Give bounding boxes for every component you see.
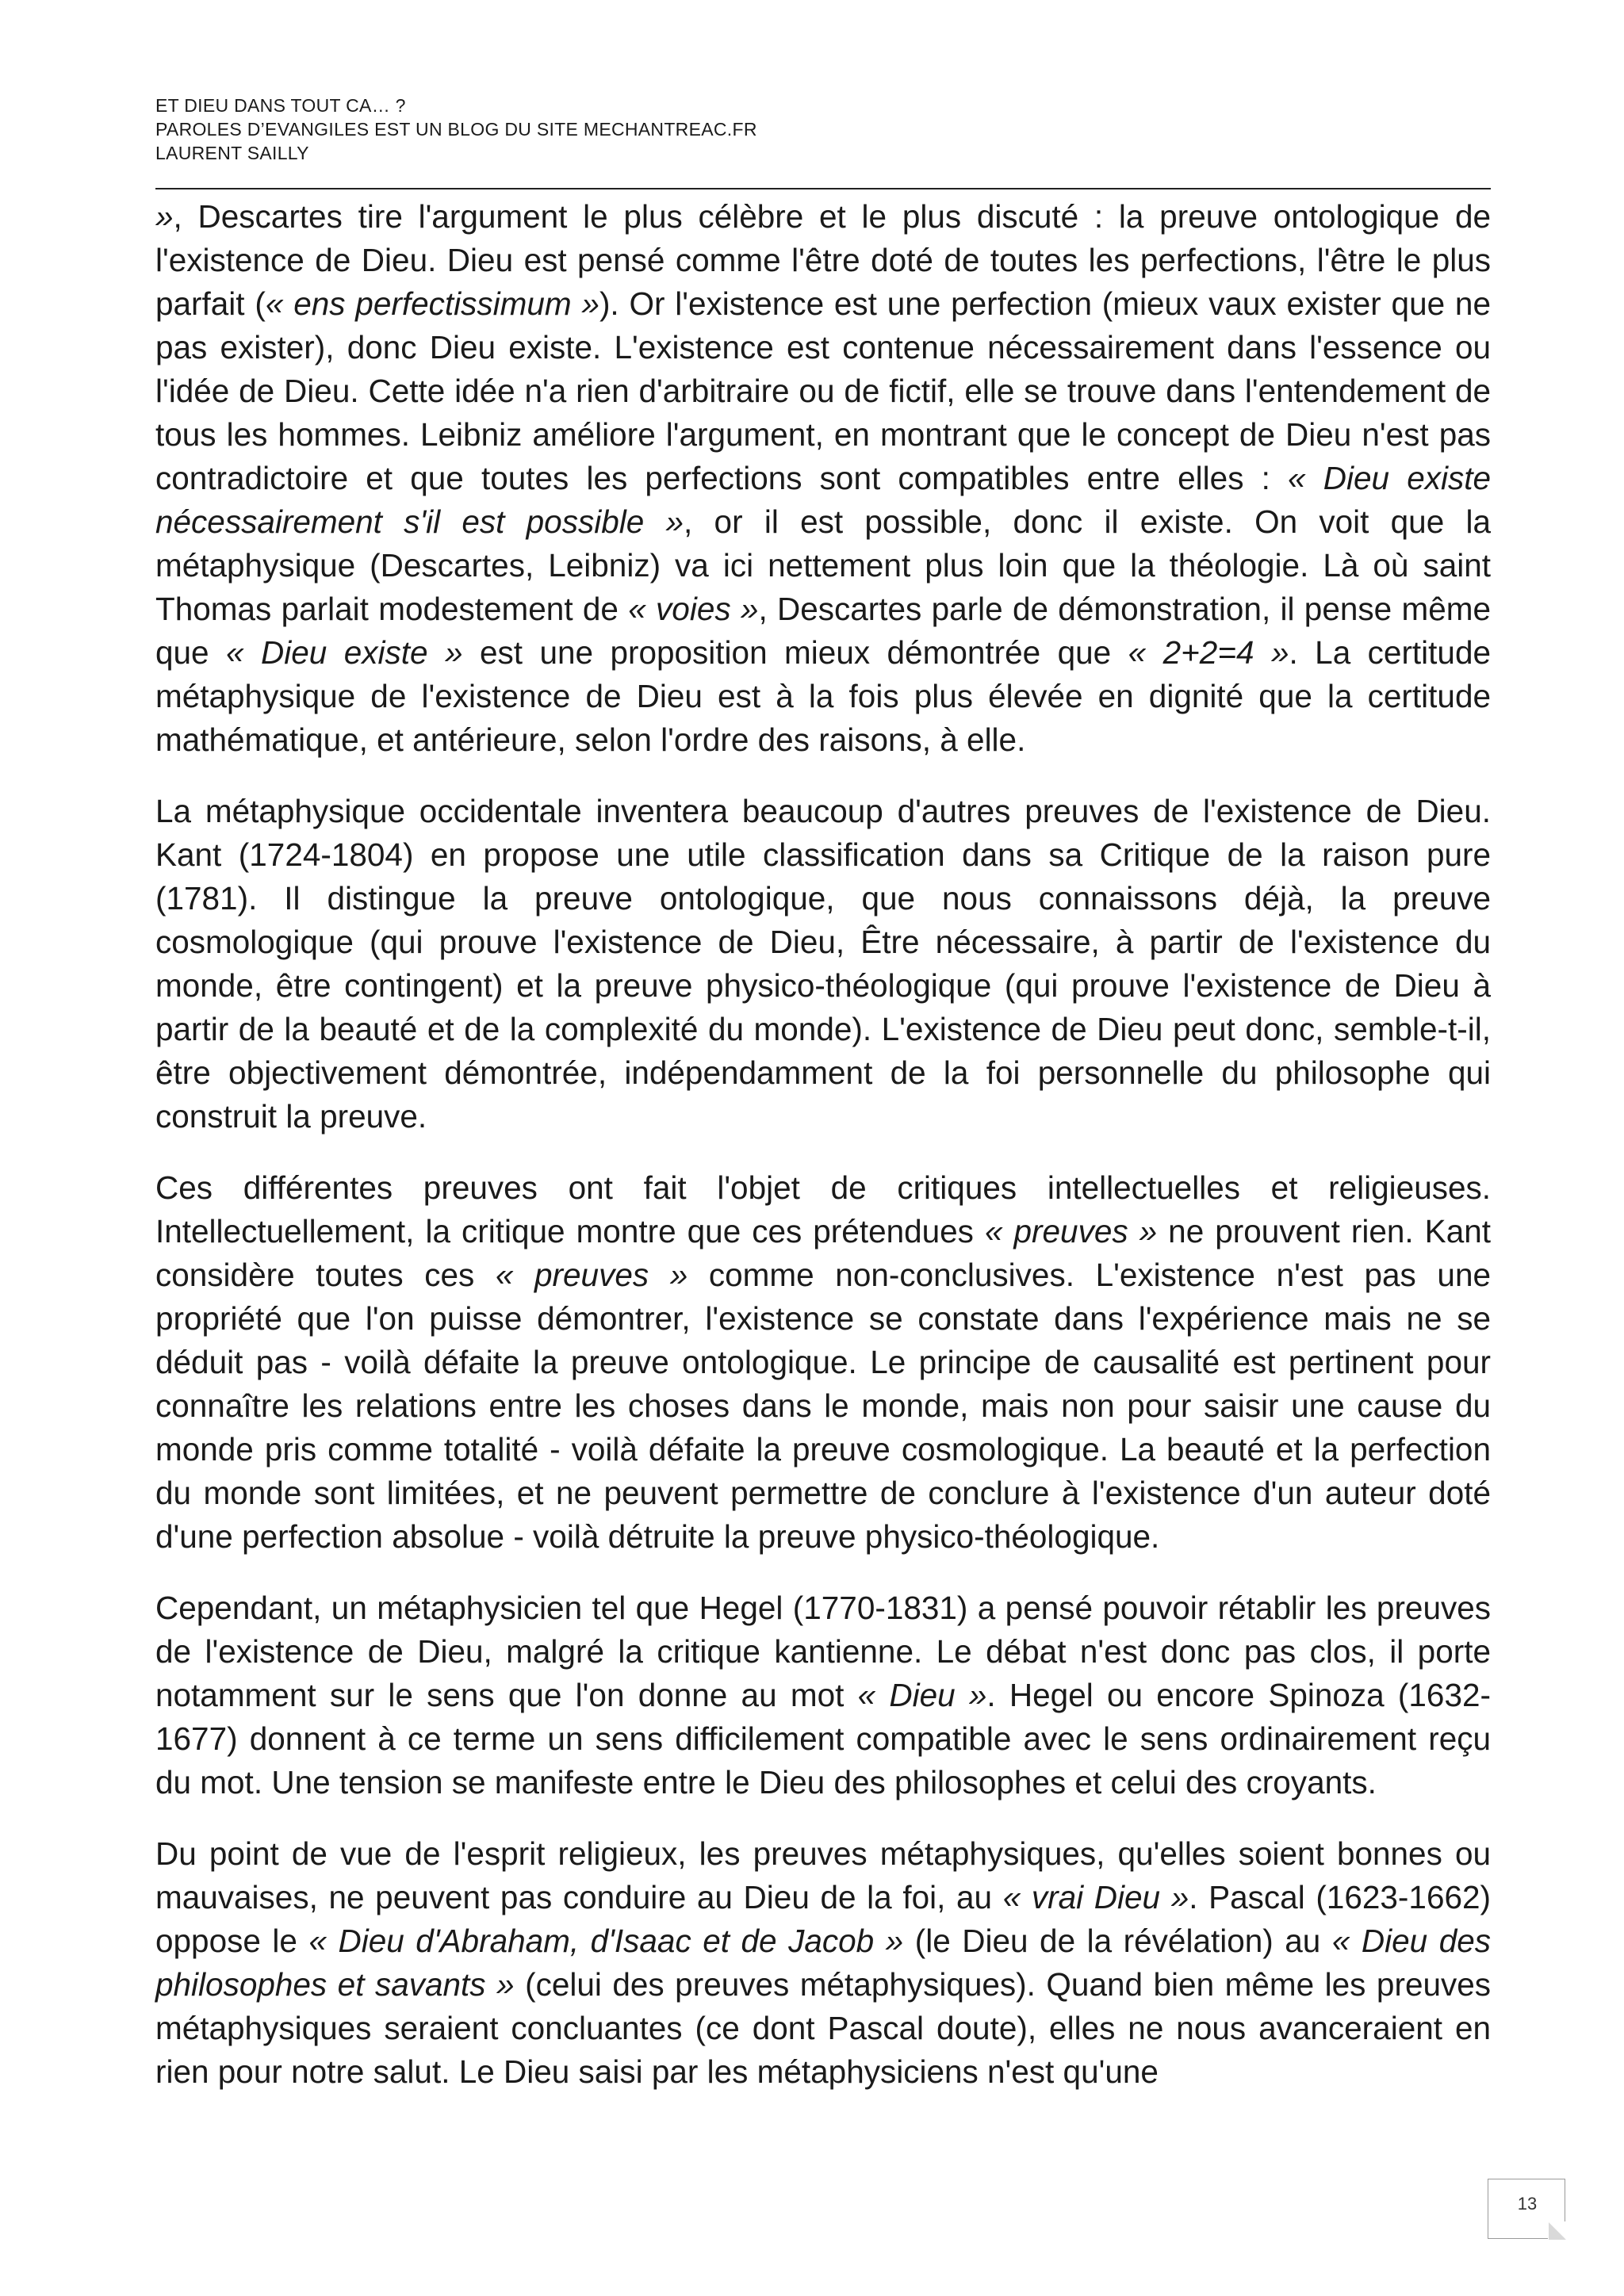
text-run: Ces différentes preuves ont fait l'objet de critiques intellectuelles et religieuses. Intellectuellement, la critique montre que ces prétendues xyxy=(155,1169,1491,1249)
text-run: (le Dieu de la révélation) au xyxy=(903,1923,1332,1959)
italic-quote: « vrai Dieu » xyxy=(1002,1879,1189,1915)
italic-quote: « ens perfectissimum » xyxy=(265,285,599,322)
italic-quote: » xyxy=(155,198,174,235)
paragraph xyxy=(155,1166,1491,1559)
italic-quote: « Dieu » xyxy=(857,1677,987,1713)
italic-quote: « Dieu existe » xyxy=(226,634,463,671)
header-title: ET DIEU DANS TOUT CA… ? xyxy=(155,95,406,116)
paragraph xyxy=(155,1832,1491,2094)
page-number-box xyxy=(1488,2179,1565,2239)
page-number: 13 xyxy=(1517,2194,1538,2214)
running-header xyxy=(155,94,1488,165)
header-rule xyxy=(155,188,1491,189)
italic-quote: « 2+2=4 » xyxy=(1128,634,1289,671)
paragraph xyxy=(155,195,1491,762)
text-run: , or il est possible, donc il existe. On voit que la métaphysique (Descartes, Leibniz) va ici nettement plus loin que la théologie. Là où saint Thomas parlait modestement de xyxy=(155,503,1491,627)
text-run: Cependant, un métaphysicien tel que Hegel (1770-1831) a pensé pouvoir rétablir les preuves de l'existence de Dieu, malgré la critique kantienne. Le débat n'est donc pas clos, il porte notamment sur le sens que l'on donne au mot xyxy=(155,1590,1491,1713)
text-run: , Descartes tire l'argument le plus célèbre et le plus discuté : la preuve ontologique de l'existence de Dieu. Dieu est pensé comme l'être doté de toutes les perfections, l'être le plus parfait ( xyxy=(155,198,1491,322)
text-run: ne prouvent rien. Kant considère toutes ces xyxy=(155,1213,1491,1293)
italic-quote: « voies » xyxy=(628,591,759,627)
italic-quote: « preuves » xyxy=(495,1257,688,1293)
text-run: Du point de vue de l'esprit religieux, les preuves métaphysiques, qu'elles soient bonnes ou mauvaises, ne peuvent pas conduire au Dieu de la foi, au xyxy=(155,1835,1491,1915)
text-run: comme non-conclusives. L'existence n'est pas une propriété que l'on puisse démontrer, l'existence se constate dans l'expérience mais ne se déduit pas - voilà défaite la preuve ontologique. Le principe de causalité est pertinent pour connaître les relations entre les choses dans le monde, mais non pour saisir une cause du monde pris comme totalité - voilà défaite la preuve cosmologique. La beauté et la perfection du monde sont limitées, et ne peuvent permettre de conclure à l'existence d'un auteur doté d'une perfection absolue - voilà détruite la preuve physico-théologique. xyxy=(155,1257,1491,1555)
text-run: . Hegel ou encore Spinoza (1632-1677) donnent à ce terme un sens difficilement compatible avec le sens ordinairement reçu du mot. Une tension se manifeste entre le Dieu des philosophes et celui des croyants. xyxy=(155,1677,1491,1800)
page-curl-shadow xyxy=(1549,2222,1566,2240)
paragraph xyxy=(155,790,1491,1138)
header-author: LAURENT SAILLY xyxy=(155,143,309,163)
text-run: ). Or l'existence est une perfection (mieux vaux exister que ne pas exister), donc Dieu existe. L'existence est contenue nécessairement dans l'essence ou l'idée de Dieu. Cette idée n'a rien d'arbitraire ou de fictif, elle se trouve dans l'entendement de tous les hommes. Leibniz améliore l'argument, en montrant que le concept de Dieu n'est pas contradictoire et que toutes les perfections sont compatibles entre elles : xyxy=(155,285,1491,496)
italic-quote: « Dieu des philosophes et savants » xyxy=(155,1923,1491,2003)
text-run: (celui des preuves métaphysiques). Quand bien même les preuves métaphysiques seraient concluantes (ce dont Pascal doute), elles ne nous avanceraient en rien pour notre salut. Le Dieu saisi par les métaphysiciens n'est qu'une xyxy=(155,1966,1492,2090)
text-run: est une proposition mieux démontrée que xyxy=(462,634,1128,671)
paragraph xyxy=(155,1586,1491,1804)
italic-quote: « Dieu existe nécessairement s'il est possible » xyxy=(155,460,1491,540)
text-run: . Pascal (1623-1662) oppose le xyxy=(155,1879,1491,1959)
body-text xyxy=(155,195,1491,2122)
text-run: , Descartes parle de démonstration, il pense même que xyxy=(155,591,1491,671)
text-run: La métaphysique occidentale inventera beaucoup d'autres preuves de l'existence de Dieu. Kant (1724-1804) en propose une utile classification dans sa Critique de la raison pure (1781). Il distingue la preuve ontologique, que nous connaissons déjà, la preuve cosmologique (qui prouve l'existence de Dieu, Être nécessaire, à partir de l'existence du monde, être contingent) et la preuve physico-théologique (qui prouve l'existence de Dieu à partir de la beauté et de la complexité du monde). L'existence de Dieu peut donc, semble-t-il, être objectivement démontrée, indépendamment de la foi personnelle du philosophe qui construit la preuve. xyxy=(155,793,1491,1135)
text-run: . La certitude métaphysique de l'existence de Dieu est à la fois plus élevée en dignité que la certitude mathématique, et antérieure, selon l'ordre des raisons, à elle. xyxy=(155,634,1492,758)
header-blog-line: PAROLES D’EVANGILES EST UN BLOG DU SITE MECHANTREAC.FR xyxy=(155,119,757,140)
italic-quote: « Dieu d'Abraham, d'Isaac et de Jacob » xyxy=(308,1923,904,1959)
italic-quote: « preuves » xyxy=(984,1213,1158,1249)
